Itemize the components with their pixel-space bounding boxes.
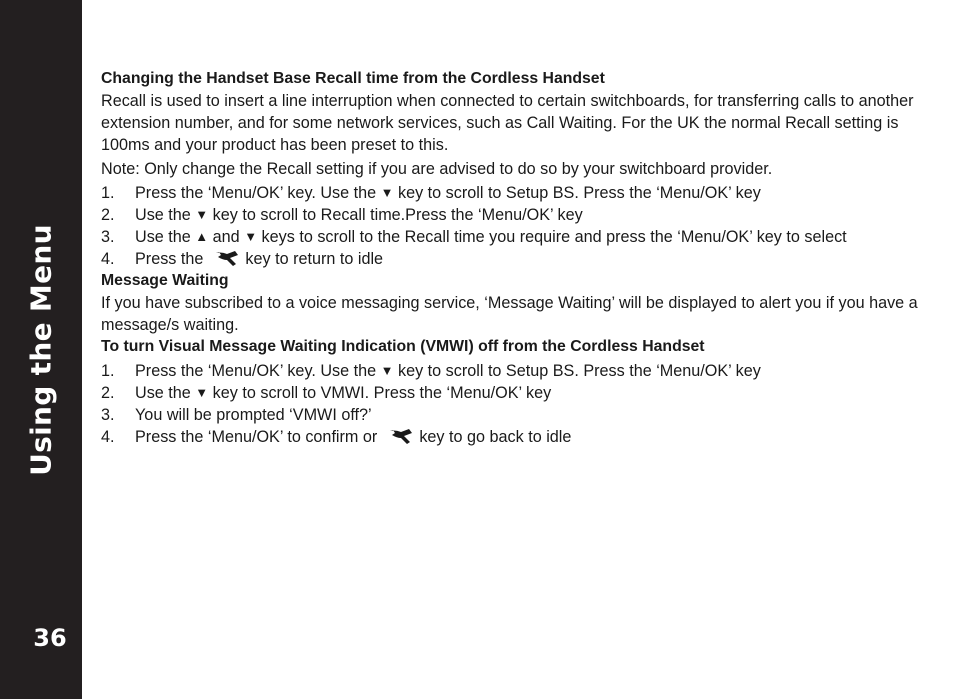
step-text-part: and [208, 228, 245, 246]
step-text: You will be prompted ‘VMWI off?’ [135, 406, 372, 424]
step-text-part: Use the [135, 228, 196, 246]
end-call-icon [385, 428, 415, 446]
list-item [101, 204, 926, 226]
page-content [101, 68, 926, 448]
list-item [101, 182, 926, 204]
down-arrow-icon: ▼ [380, 363, 394, 378]
step-text [135, 226, 926, 248]
down-arrow-icon: ▼ [195, 385, 209, 400]
step-number: 4. [101, 250, 115, 268]
step-text-part: Press the [135, 250, 204, 268]
step-text-part: Press the ‘Menu/OK’ to confirm or [135, 428, 378, 446]
step-text-part: key to scroll to Setup BS. Press the ‘Menu/OK’ key [393, 362, 761, 380]
step-number: 2. [101, 206, 115, 224]
step-text-part: keys to scroll to the Recall time you require and press the ‘Menu/OK’ key to select [257, 228, 847, 246]
step-text [135, 204, 926, 226]
step-text-part: Use the [135, 206, 196, 224]
sidebar [0, 0, 82, 699]
down-arrow-icon: ▼ [380, 185, 394, 200]
step-text-part: key to scroll to Setup BS. Press the ‘Menu/OK’ key [393, 184, 761, 202]
down-arrow-icon: ▼ [244, 229, 258, 244]
section-title: Using the Menu [24, 224, 58, 476]
step-text [135, 426, 926, 448]
vmwi-steps [101, 360, 926, 448]
list-item [101, 360, 926, 382]
step-number: 3. [101, 228, 115, 246]
list-item [101, 404, 926, 426]
list-item [101, 226, 926, 248]
step-number: 2. [101, 384, 115, 402]
recall-steps [101, 182, 926, 270]
step-text [135, 382, 926, 404]
step-text [135, 182, 926, 204]
step-number: 1. [101, 362, 115, 380]
down-arrow-icon: ▼ [195, 207, 209, 222]
message-waiting-description: If you have subscribed to a voice messaging service, ‘Message Waiting’ will be displayed to alert you if you have a message/s waiting. [101, 294, 918, 334]
step-text-part: Use the [135, 384, 196, 402]
recall-note: Note: Only change the Recall setting if you are advised to do so by your switchboard provider. [101, 160, 773, 178]
list-item [101, 248, 926, 270]
list-item [101, 382, 926, 404]
step-number: 4. [101, 428, 115, 446]
step-text-part: Press the ‘Menu/OK’ key. Use the [135, 362, 381, 380]
step-text-part: key to go back to idle [419, 428, 572, 446]
page-number: 36 [33, 624, 67, 652]
step-text [135, 248, 926, 270]
step-text-part: key to scroll to VMWI. Press the ‘Menu/OK’ key [208, 384, 552, 402]
step-number: 1. [101, 184, 115, 202]
recall-heading: Changing the Handset Base Recall time from the Cordless Handset [101, 70, 605, 87]
step-text [135, 360, 926, 382]
message-waiting-heading: Message Waiting [101, 272, 229, 289]
recall-description: Recall is used to insert a line interruption when connected to certain switchboards, for transferring calls to another extension number, and for some network services, such as Call Waiting. For the UK the normal Recall setting is 100ms and your product has been preset to this. [101, 92, 914, 154]
up-arrow-icon: ▲ [195, 229, 209, 244]
step-text-part: Press the ‘Menu/OK’ key. Use the [135, 184, 381, 202]
step-text-part: key to scroll to Recall time.Press the ‘Menu/OK’ key [208, 206, 583, 224]
step-text-part: key to return to idle [245, 250, 384, 268]
end-call-icon [211, 250, 241, 268]
list-item [101, 426, 926, 448]
vmwi-heading: To turn Visual Message Waiting Indication (VMWI) off from the Cordless Handset [101, 338, 705, 355]
step-number: 3. [101, 406, 115, 424]
